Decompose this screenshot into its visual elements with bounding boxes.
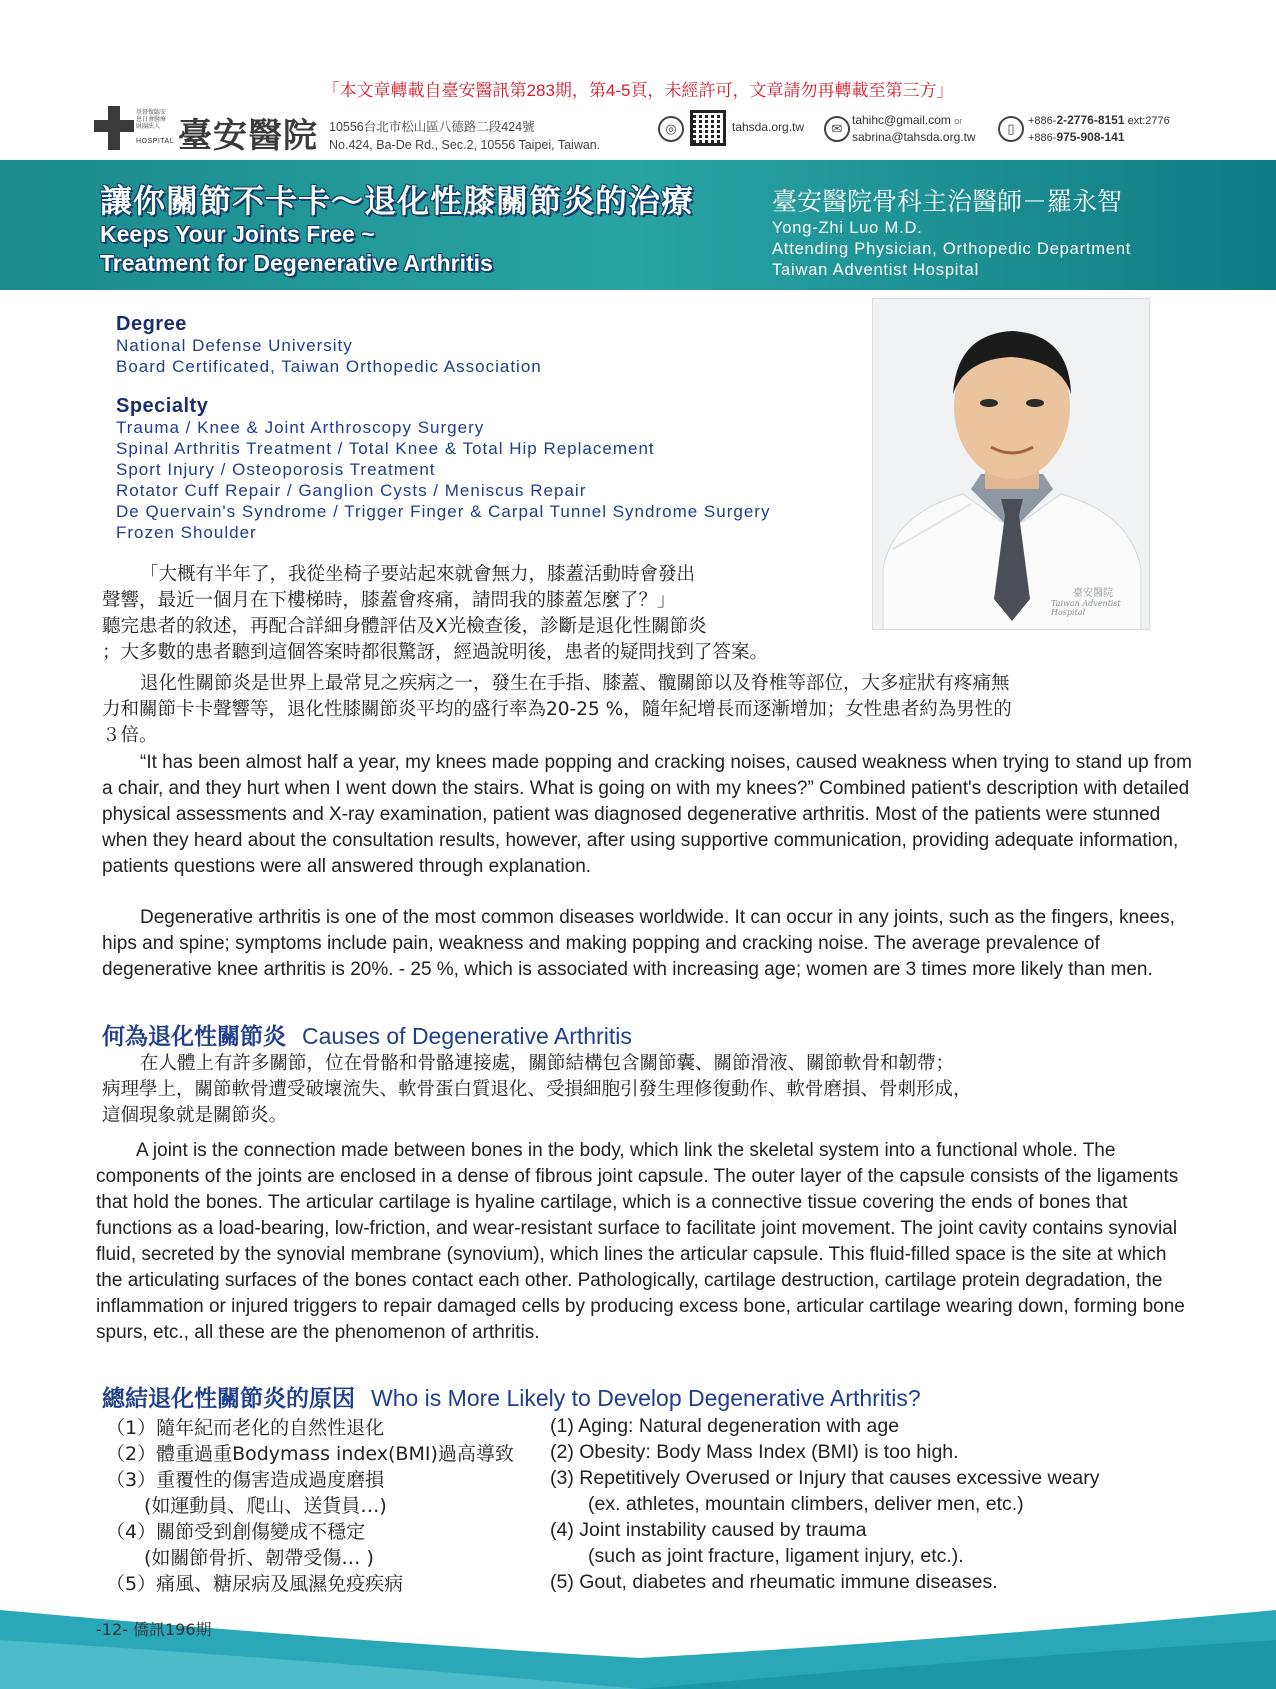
website-link[interactable]: tahsda.org.tw xyxy=(732,120,805,134)
list-item: （2）體重過重Bodymass index(BMI)過高導致 xyxy=(106,1443,514,1465)
hospital-name: 臺安醫院 xyxy=(178,116,318,156)
logo-en-text: HOSPITAL xyxy=(136,138,175,145)
globe-icon: ◎ xyxy=(658,116,684,142)
specialty-item: Rotator Cuff Repair / Ganglion Cysts / Meniscus Repair xyxy=(116,481,587,500)
section-heading-risk: 總結退化性關節炎的原因 Who is More Likely to Develop Degenerative Arthritis? xyxy=(102,1385,921,1412)
doctor-credentials xyxy=(116,314,876,543)
coat-embroidery-en: Taiwan Adventist Hospital xyxy=(1051,599,1121,617)
coat-embroidery: 臺安醫院 xyxy=(1073,588,1113,599)
intro-paragraph-zh: 「大概有半年了，我從坐椅子要站起來就會無力，膝蓋活動時會發出 聲響，最近一個月在下樓梯時，膝蓋會疼痛，請問我的膝蓋怎麼了？」 聽完患者的敘述，再配合詳細身體評估及X光檢查後，診斷是退化性關節炎 ；大多數的患者聽到這個答案時都很驚訝，經過說明後，患者的疑問找到了答案。 xyxy=(102,564,769,663)
qr-code-icon xyxy=(690,110,726,146)
list-item: (2) Obesity: Body Mass Index (BMI) is too high. xyxy=(550,1441,959,1463)
list-item: （3）重覆性的傷害造成過度磨損 xyxy=(106,1469,385,1491)
specialty-heading: Specialty xyxy=(116,395,209,417)
hospital-cross-logo-icon xyxy=(94,106,134,150)
list-item: (ex. athletes, mountain climbers, deliver men, etc.) xyxy=(588,1493,1024,1515)
specialty-item: Sport Injury / Osteoporosis Treatment xyxy=(116,460,436,479)
degree-item: National Defense University xyxy=(116,336,353,355)
list-item: (如運動員、爬山、送貨員…) xyxy=(144,1495,387,1517)
email-link-2[interactable]: sabrina@tahsda.org.tw xyxy=(852,130,976,144)
email-link-1[interactable]: tahihc@gmail.com xyxy=(852,113,951,127)
list-item: （4）關節受到創傷變成不穩定 xyxy=(106,1521,366,1543)
specialty-item: Frozen Shoulder xyxy=(116,523,257,542)
intro-paragraph-en: “It has been almost half a year, my knees made popping and cracking noises, caused weakness when trying to stand up from a chair, and they hurt when I went down the stairs. What is going on with my knees?” Combined patient's description with detailed physical assessments and X-ray examination, patient was diagnosed degenerative arthritis. Most of the patients were stunned when they heard about the consultation results, however, after using supportive communication, providing adequate information, patients questions were all answered through explanation. xyxy=(102,752,1192,877)
risk-list-zh xyxy=(106,1415,546,1597)
section-heading-causes: 何為退化性關節炎 Causes of Degenerative Arthritis xyxy=(102,1023,632,1050)
list-item: (such as joint fracture, ligament injury, etc.). xyxy=(588,1545,964,1567)
article-title-zh: 讓你關節不卡卡～退化性膝關節炎的治療 xyxy=(100,182,695,220)
list-item: (如關節骨折、韌帶受傷… ) xyxy=(144,1547,374,1569)
joint-paragraph-en: A joint is the connection made between bones in the body, which link the skeletal system into a functional whole. The components of the joints are enclosed in a dense of fibrous joint capsule. The outer layer of the capsule consists of the ligaments that hold the bones. The articular cartilage is hyaline cartilage, which is a connective tissue covering the ends of bones that functions as a load-bearing, low-friction, and wear-resistant surface to facilitate joint movement. The joint cavity contains synovial fluid, secreted by the synovial membrane (synovium), which lines the articular capsule. This fluid-filled space is the site at which the articulating surfaces of the bones contact each other. Pathologically, cartilage destruction, cartilage protein degradation, the inflammation or injured triggers to repair damaged cells by producing excess bone, articular cartilage wearing down, forming bone spurs, etc., all these are the phenomenon of arthritis. xyxy=(96,1140,1185,1343)
logo-small-text: 基督復臨安息日會醫療財團法人 xyxy=(136,110,167,130)
author-en: Yong-Zhi Luo M.D. Attending Physician, Orthopedic Department Taiwan Adventist Hospital xyxy=(772,219,1132,279)
degree-heading: Degree xyxy=(116,313,187,335)
footer-wave xyxy=(0,1600,1276,1689)
hospital-address: 10556台北市松山區八德路二段424號 No.424, Ba-De Rd., Sec.2, 10556 Taipei, Taiwan. xyxy=(329,120,601,152)
prevalence-paragraph-zh: 退化性關節炎是世界上最常見之疾病之一，發生在手指、膝蓋、髖關節以及脊椎等部位，大多症狀有疼痛無 力和關節卡卡聲響等，退化性膝關節炎平均的盛行率為20-25 %，隨年紀增長而逐漸增加；女性患者約為男性的 ３倍。 xyxy=(102,673,1012,746)
list-item: (1) Aging: Natural degeneration with age xyxy=(550,1415,900,1437)
list-item: (3) Repetitively Overused or Injury that causes excessive weary xyxy=(550,1467,1100,1489)
specialty-item: Spinal Arthritis Treatment / Total Knee & Total Hip Replacement xyxy=(116,439,655,458)
phone-icon: ▯ xyxy=(998,116,1024,142)
mail-icon: ✉ xyxy=(824,116,850,142)
article-title-en: Keeps Your Joints Free ~ Treatment for Degenerative Arthritis xyxy=(100,221,493,276)
phone-contacts: +886-2-2776-8151 ext:2776 +886-975-908-141 xyxy=(1028,113,1170,144)
list-item: (4) Joint instability caused by trauma xyxy=(550,1519,867,1541)
hospital-header xyxy=(94,104,1194,154)
list-item: （1）隨年紀而老化的自然性退化 xyxy=(106,1417,385,1439)
joint-paragraph-zh: 在人體上有許多關節，位在骨骼和骨骼連接處，關節結構包含關節囊、關節滑液、關節軟骨和韌帶； 病理學上，關節軟骨遭受破壞流失、軟骨蛋白質退化、受損細胞引發生理修復動作、軟骨磨損、骨刺形成， 這個現象就是關節炎。 xyxy=(102,1053,972,1126)
risk-list-en xyxy=(550,1413,1190,1595)
reprint-notice: 「本文章轉載自臺安醫訊第283期，第4-5頁，未經許可，文章請勿再轉載至第三方」 xyxy=(322,81,954,100)
page-footer: -12- 僑訊196期 xyxy=(96,1620,212,1639)
list-item: (5) Gout, diabetes and rheumatic immune diseases. xyxy=(550,1571,998,1593)
specialty-item: Trauma / Knee & Joint Arthroscopy Surgery xyxy=(116,418,485,437)
specialty-item: De Quervain's Syndrome / Trigger Finger & Carpal Tunnel Syndrome Surgery xyxy=(116,502,771,521)
list-item: （5）痛風、糖尿病及風濕免疫疾病 xyxy=(106,1573,404,1595)
author-zh: 臺安醫院骨科主治醫師－羅永智 xyxy=(772,187,1123,216)
email-contacts: tahihc@gmail.com or sabrina@tahsda.org.tw xyxy=(852,113,976,144)
prevalence-paragraph-en: Degenerative arthritis is one of the most common diseases worldwide. It can occur in any joints, such as the fingers, knees, hips and spine; symptoms include pain, weakness and making popping and cracking noise. The average prevalence of degenerative knee arthritis is 20%. - 25 %, which is associated with increasing age; women are 3 times more likely than men. xyxy=(102,907,1175,980)
degree-item: Board Certificated, Taiwan Orthopedic Association xyxy=(116,357,542,376)
